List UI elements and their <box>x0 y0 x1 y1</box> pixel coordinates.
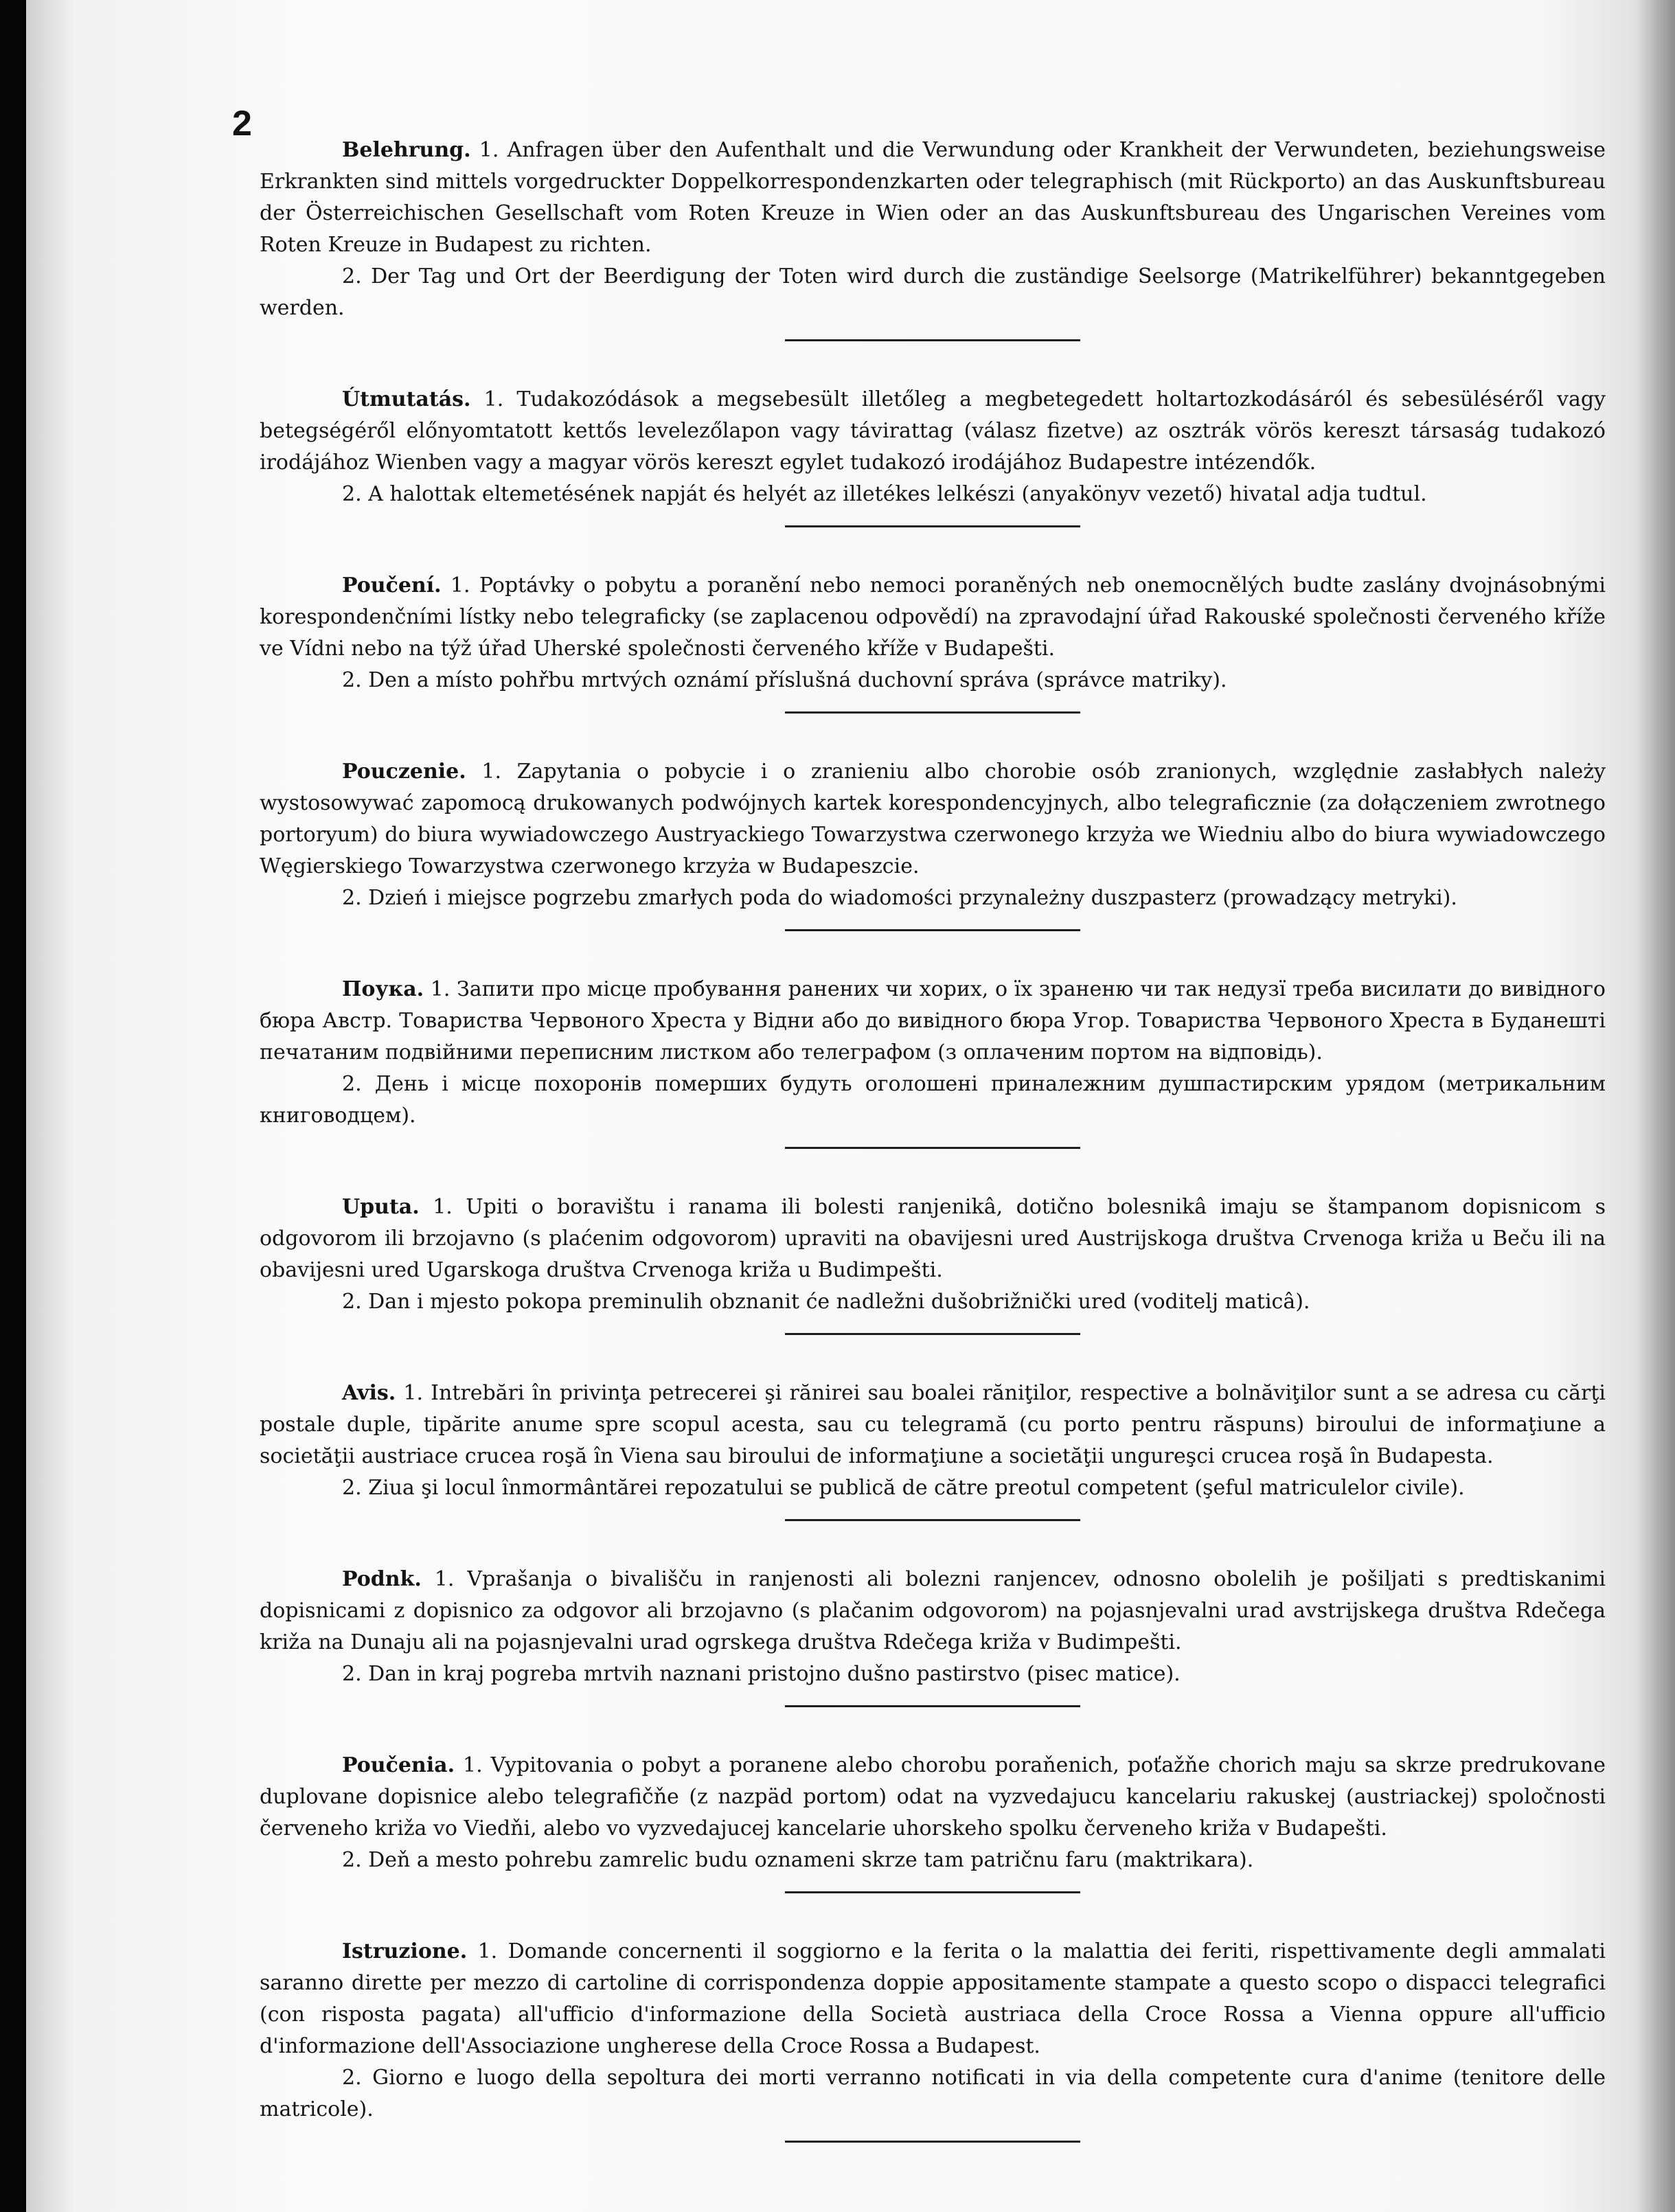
item-1-text: 1. Domande concernenti il soggiorno e la ferita o la malattia dei feriti, rispettivamente degli ammalati saranno dirette per mezzo di cartoline di corrispondenza doppie appositamente stampate a questo scopo o dispacci telegrafici (con risposta pagata) all'ufficio d'informazione della Società austriaca della Croce Rossa a Vienna oppure all'ufficio d'informazione dell'Associazione ungherese della Croce Rossa a Budapest. <box>260 1939 1606 2058</box>
section-heading: Uputa. <box>342 1195 420 1219</box>
section-heading: Avis. <box>342 1381 396 1405</box>
instruction-item-1 <box>260 974 1606 1069</box>
instruction-item-1 <box>260 1564 1606 1658</box>
section-divider <box>785 1333 1080 1335</box>
section-divider <box>785 339 1080 341</box>
section-heading: Podnk. <box>342 1567 422 1591</box>
section-heading: Poučení. <box>342 573 442 597</box>
instruction-section <box>260 974 1606 1149</box>
document-page <box>26 0 1675 2212</box>
section-divider <box>785 1705 1080 1707</box>
section-heading: Istruzione. <box>342 1939 468 1963</box>
section-divider <box>785 711 1080 714</box>
instructions-body <box>260 135 1606 2185</box>
instruction-item-2: 2. Dzień i miejsce pogrzebu zmarłych poda do wiadomości przynależny duszpasterz (prowadzący metryki). <box>342 886 1457 910</box>
item-1-text: 1. Vypitovania o pobyt a poranene alebo chorobu poraňenich, poťažňe chorich maju sa skrze predrukovane duplovane dopisnice alebo telegrafičňe (z nazpäd portom) odat na vyzvedajucu kancelariu rakuskej (austriackej) spoločnosti červeneho križa vo Viedňi, alebo vo vyzvedajucej kancelarie uhorskeho spolku červeneho križa v Budapešti. <box>260 1753 1606 1840</box>
section-heading: Pouczenie. <box>342 760 466 784</box>
instruction-item-2: 2. День і місце похоронів померших будуть оголошені приналежним душпастирским урядом (метрикальним книговодцем). <box>260 1072 1606 1128</box>
instruction-item-1 <box>260 135 1606 261</box>
instruction-item-1 <box>260 756 1606 882</box>
page-number: 2 <box>232 104 252 144</box>
item-1-text: 1. Poptávky o pobytu a poranění nebo nemoci poraněných neb onemocnělých budte zaslány dvojnásobnými korespondenčními lístky nebo telegraficky (se zaplacenou odpovědí) na zpravodajní úřad Rakouské společnosti červeného kříže ve Vídni nebo na týž úřad Uherské společnosti červeného kříže v Budapešti. <box>260 573 1606 661</box>
instruction-item-1 <box>260 1191 1606 1286</box>
section-divider <box>785 525 1080 527</box>
section-heading: Поука. <box>342 977 424 1001</box>
instruction-item-1 <box>260 1750 1606 1845</box>
instruction-section <box>260 384 1606 527</box>
instruction-item-1 <box>260 1936 1606 2062</box>
instruction-section <box>260 135 1606 341</box>
instruction-section <box>260 1564 1606 1707</box>
item-1-text: 1. Tudakozódások a megsebesült illetőleg a megbetegedett holtartozkodásáról és sebesüléséről vagy betegségéről előnyomtatott kettős levelezőlapon vagy távirattag (válasz fizetve) az osztrák vörös kereszt társaság tudakozó irodájához Wienben vagy a magyar vörös kereszt egylet tudakozó irodájához Budapestre intézendők. <box>260 387 1606 475</box>
instruction-item-2: 2. Dan i mjesto pokopa preminulih obznanit će nadležni dušobrižnički ured (voditelj maticâ). <box>342 1290 1310 1314</box>
instruction-item-2: 2. Ziua şi locul înmormântărei repozatului se publică de către preotul competent (şeful matriculelor civile). <box>342 1476 1465 1500</box>
section-divider <box>785 2141 1080 2143</box>
section-heading: Poučenia. <box>342 1753 455 1777</box>
instruction-section <box>260 1936 1606 2143</box>
instruction-section <box>260 1378 1606 1521</box>
item-1-text: 1. Запити про місце пробування ранених чи хорих, о їх зраненю чи так недузї треба висилати до вивідного бюра Австр. Товариства Червоного Хреста у Відни або до вивідного бюра Угор. Товариства Червоного Хреста в Буданешті печатаним подвійними переписним листком або телеграфом (з оплаченим портом на відповідь). <box>260 977 1606 1064</box>
instruction-item-2: 2. Giorno e luogo della sepoltura dei morti verranno notificati in via della competente cura d'anime (tenitore delle matricole). <box>260 2066 1606 2121</box>
section-divider <box>785 1519 1080 1521</box>
item-1-text: 1. Zapytania o pobycie i o zranieniu albo chorobie osób zranionych, względnie zasłabłych należy wystosowywać zapomocą drukowanych podwójnych kartek korespondencyjnych, albo telegraficznie (za dołączeniem zwrotnego portoryum) do biura wywiadowczego Austryackiego Towarzystwa czerwonego krzyża we Wiedniu albo do biura wywiadowczego Węgierskiego Towarzystwa czerwonego krzyża w Budapeszcie. <box>260 760 1606 878</box>
section-divider <box>785 1891 1080 1893</box>
section-heading: Belehrung. <box>342 138 471 162</box>
instruction-item-2: 2. Deň a mesto pohrebu zamrelic budu oznameni skrze tam patričnu faru (maktrikara). <box>342 1848 1254 1872</box>
instruction-item-1 <box>260 384 1606 479</box>
instruction-section <box>260 1750 1606 1893</box>
instruction-section <box>260 1191 1606 1335</box>
scan-edge-shadow <box>1635 0 1675 2212</box>
instruction-item-1 <box>260 570 1606 665</box>
section-heading: Útmutatás. <box>342 387 471 411</box>
section-divider <box>785 1147 1080 1149</box>
instruction-item-2: 2. Der Tag und Ort der Beerdigung der Toten wird durch die zuständige Seelsorge (Matrikelführer) bekanntgegeben werden. <box>260 264 1606 320</box>
item-1-text: 1. Intrebări în privinţa petrecerei şi rănirei sau boalei răniţilor, respective a bolnăviţilor sunt a se adresa cu cărţi postale duple, tipărite anume spre scopul acesta, sau cu telegramă (cu porto pentru răspuns) biroului de informaţiune a societăţii austriace crucea roşă în Viena sau biroului de informaţiune a societăţii ungureşci crucea roşă în Budapesta. <box>260 1381 1606 1468</box>
instruction-item-2: 2. Dan in kraj pogreba mrtvih naznani pristojno dušno pastirstvo (pisec matice). <box>342 1662 1181 1686</box>
instruction-item-2: 2. A halottak eltemetésének napját és helyét az illetékes lelkészi (anyakönyv vezető) hivatal adja tudtul. <box>342 482 1427 506</box>
instruction-item-1 <box>260 1378 1606 1472</box>
item-1-text: 1. Upiti o boravištu i ranama ili bolesti ranjenikâ, dotično bolesnikâ imaju se štampanom dopisnicom s odgovorom ili brzojavno (s plaćenim odgovorom) upraviti na obavijesni ured Austrijskoga društva Crvenoga križa u Beču ili na obavijesni ured Ugarskoga društva Crvenoga križa u Budimpešti. <box>260 1195 1606 1282</box>
section-divider <box>785 929 1080 931</box>
instruction-section <box>260 756 1606 931</box>
item-1-text: 1. Anfragen über den Aufenthalt und die Verwundung oder Krankheit der Verwundeten, beziehungsweise Erkrankten sind mittels vorgedruckter Doppelkorrespondenzkarten oder telegraphisch (mit Rückporto) an das Auskunftsbureau der Österreichischen Gesellschaft vom Roten Kreuze in Wien oder an das Auskunftsbureau des Ungarischen Vereines vom Roten Kreuze in Budapest zu richten. <box>260 138 1606 257</box>
item-1-text: 1. Vprašanja o bivališču in ranjenosti ali bolezni ranjencev, odnosno obolelih je pošiljati s predtiskanimi dopisnicami z dopisnico za odgovor ali brzojavno (s plačanim odgovorom) na pojasnjevalni urad avstrijskega društva Rdečega križa na Dunaju ali na pojasnjevalni urad ogrskega društva Rdečega križa v Budimpešti. <box>260 1567 1606 1654</box>
instruction-item-2: 2. Den a místo pohřbu mrtvých oznámí příslušná duchovní správa (správce matriky). <box>342 668 1227 692</box>
instruction-section <box>260 570 1606 714</box>
